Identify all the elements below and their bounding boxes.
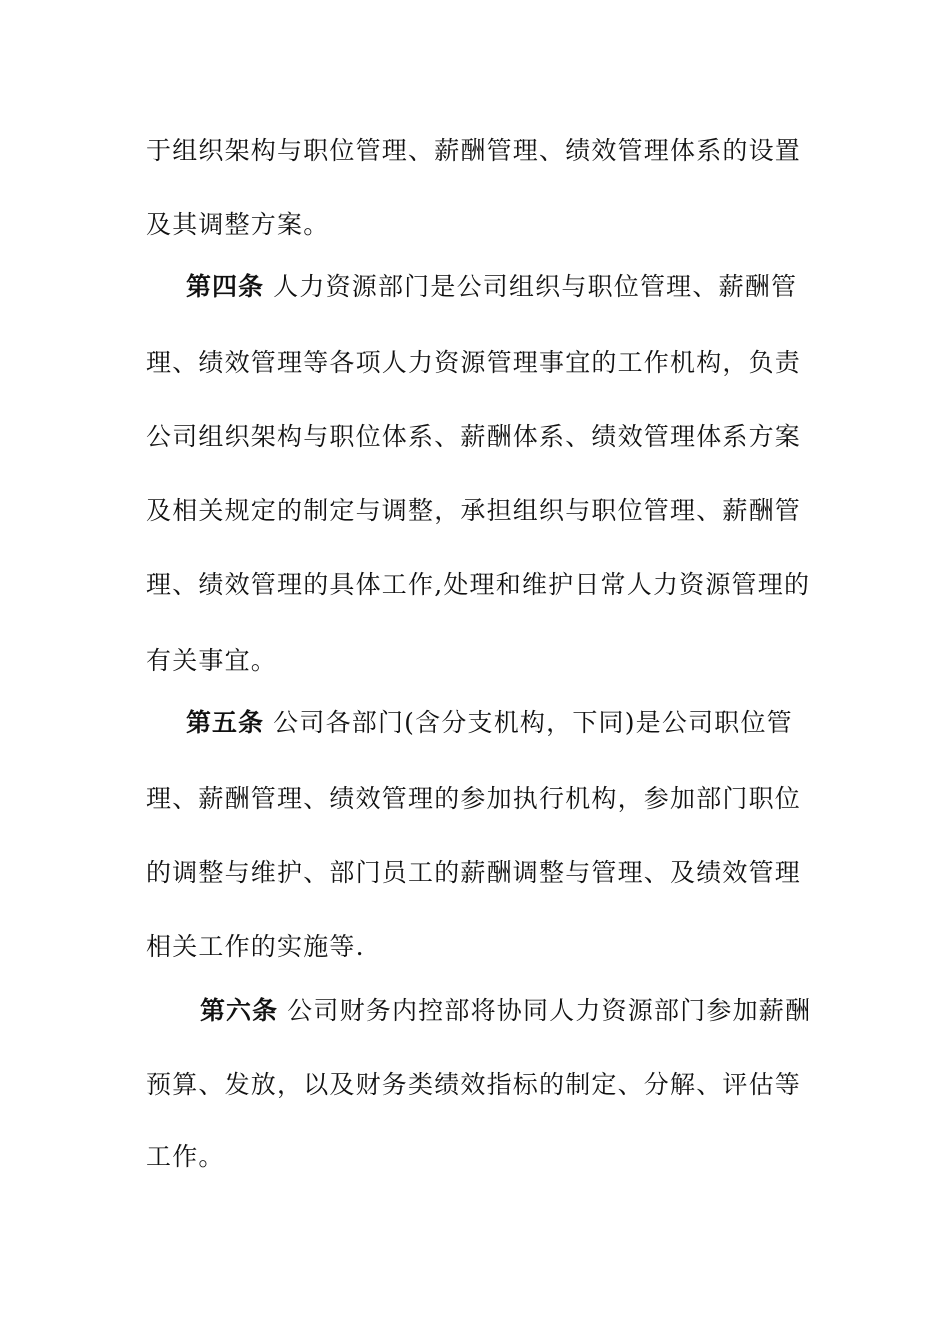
article-text: 公司各部门(含分支机构，下同)是公司职位管 (264, 708, 793, 737)
article-6-line (200, 994, 860, 1028)
article-heading: 第四条 (186, 272, 265, 301)
article-heading: 第五条 (186, 708, 265, 737)
text-line: 理、薪酬管理、绩效管理的参加执行机构，参加部门职位 (146, 784, 802, 813)
article-text: 公司财务内控部将协同人力资源部门参加薪酬 (278, 996, 812, 1025)
article-heading: 第六条 (200, 996, 279, 1025)
text-line: 预算、发放，以及财务类绩效指标的制定、分解、评估等 (146, 1070, 802, 1099)
text-line: 理、绩效管理等各项人力资源管理事宜的工作机构，负责 (146, 348, 802, 377)
article-5-line (186, 706, 846, 740)
text-line: 工作。 (146, 1142, 225, 1171)
text-line: 相关工作的实施等. (146, 932, 365, 961)
text-line: 理、绩效管理的具体工作,处理和维护日常人力资源管理的 (146, 570, 811, 599)
text-line: 及其调整方案。 (146, 210, 330, 239)
text-line: 于组织架构与职位管理、薪酬管理、绩效管理体系的设置 (146, 136, 802, 165)
text-line: 公司组织架构与职位体系、薪酬体系、绩效管理体系方案 (146, 422, 802, 451)
text-line: 有关事宜。 (146, 646, 278, 675)
text-line: 的调整与维护、部门员工的薪酬调整与管理、及绩效管理 (146, 858, 802, 887)
text-line: 及相关规定的制定与调整，承担组织与职位管理、薪酬管 (146, 496, 802, 525)
article-text: 人力资源部门是公司组织与职位管理、薪酬管 (264, 272, 798, 301)
article-4-line (186, 270, 846, 304)
